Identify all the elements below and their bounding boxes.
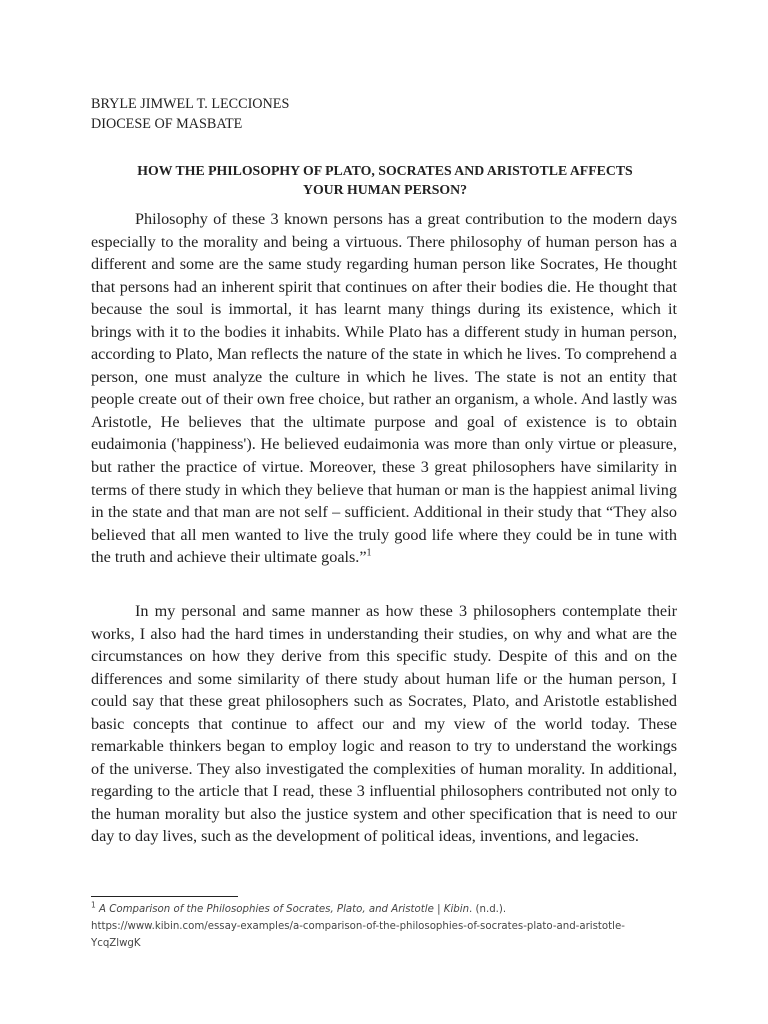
author-affiliation: DIOCESE OF MASBATE <box>91 116 243 132</box>
author-name: BRYLE JIMWEL T. LECCIONES <box>91 96 290 112</box>
paragraph-1-text: Philosophy of these 3 known persons has a great contribution to the modern days especially to the morality and being a virtuous. There philosophy of human person has a different and some are the same study regarding human person like Socrates, He thought that persons had an inherent spirit that continues on after their bodies die. He thought that because the soul is immortal, it has learnt many things during its existence, which it brings with it to the bodies it inhabits. While Plato has a different study in human person, according to Plato, Man reflects the nature of the state in which he lives. To comprehend a person, one must analyze the culture in which he lives. The state is not an entity that people create out of their own free choice, but rather an organism, a whole. And lastly was Aristotle, He believes that the ultimate purpose and goal of existence is to obtain eudaimonia ('happiness'). He believed eudaimonia was more than only virtue or pleasure, but rather the practice of virtue. Moreover, these 3 great philosophers have similarity in terms of there study in which they believe that human or man is the happiest animal living in the state and that man are not self – sufficient. Additional in their study that “They also believed that all men wanted to live the truly good life where they could be in tune with the truth and achieve their ultimate goals.” <box>91 210 677 567</box>
essay-title <box>91 161 679 199</box>
author-header <box>91 94 289 134</box>
essay-title-line-1: HOW THE PHILOSOPHY OF PLATO, SOCRATES AND ARISTOTLE AFFECTS <box>137 163 633 178</box>
paragraph-2 <box>91 600 677 848</box>
footnote-citation: . (n.d.). https://www.kibin.com/essay-examples/a-comparison-of-the-philosophies-of-socrates-plato-and-aristotle-YcqZlwgK <box>91 904 625 949</box>
footnote-source-title: A Comparison of the Philosophies of Socrates, Plato, and Aristotle | Kibin <box>99 904 470 915</box>
paragraph-1 <box>91 208 677 569</box>
paragraph-2-text: In my personal and same manner as how these 3 philosophers contemplate their works, I also had the hard times in understanding their studies, on why and what are the circumstances on how they derive from this specific study. Despite of this and on the differences and some similarity of there study about human life or the human person, I could say that these great philosophers such as Socrates, Plato, and Aristotle established basic concepts that continue to affect our and my view of the world today. These remarkable thinkers began to employ logic and reason to try to understand the workings of the universe. They also investigated the complexities of human morality. In additional, regarding to the article that I read, these 3 influential philosophers contributed not only to the human morality but also the justice system and other specification that is need to our day to day lives, such as the development of political ideas, inventions, and legacies. <box>91 602 677 846</box>
footnote-mark: 1 <box>91 900 96 910</box>
footnote-reference: 1 <box>366 547 372 559</box>
essay-title-line-2: YOUR HUMAN PERSON? <box>302 182 468 197</box>
footnote-divider <box>91 896 238 897</box>
footnote <box>91 901 651 952</box>
